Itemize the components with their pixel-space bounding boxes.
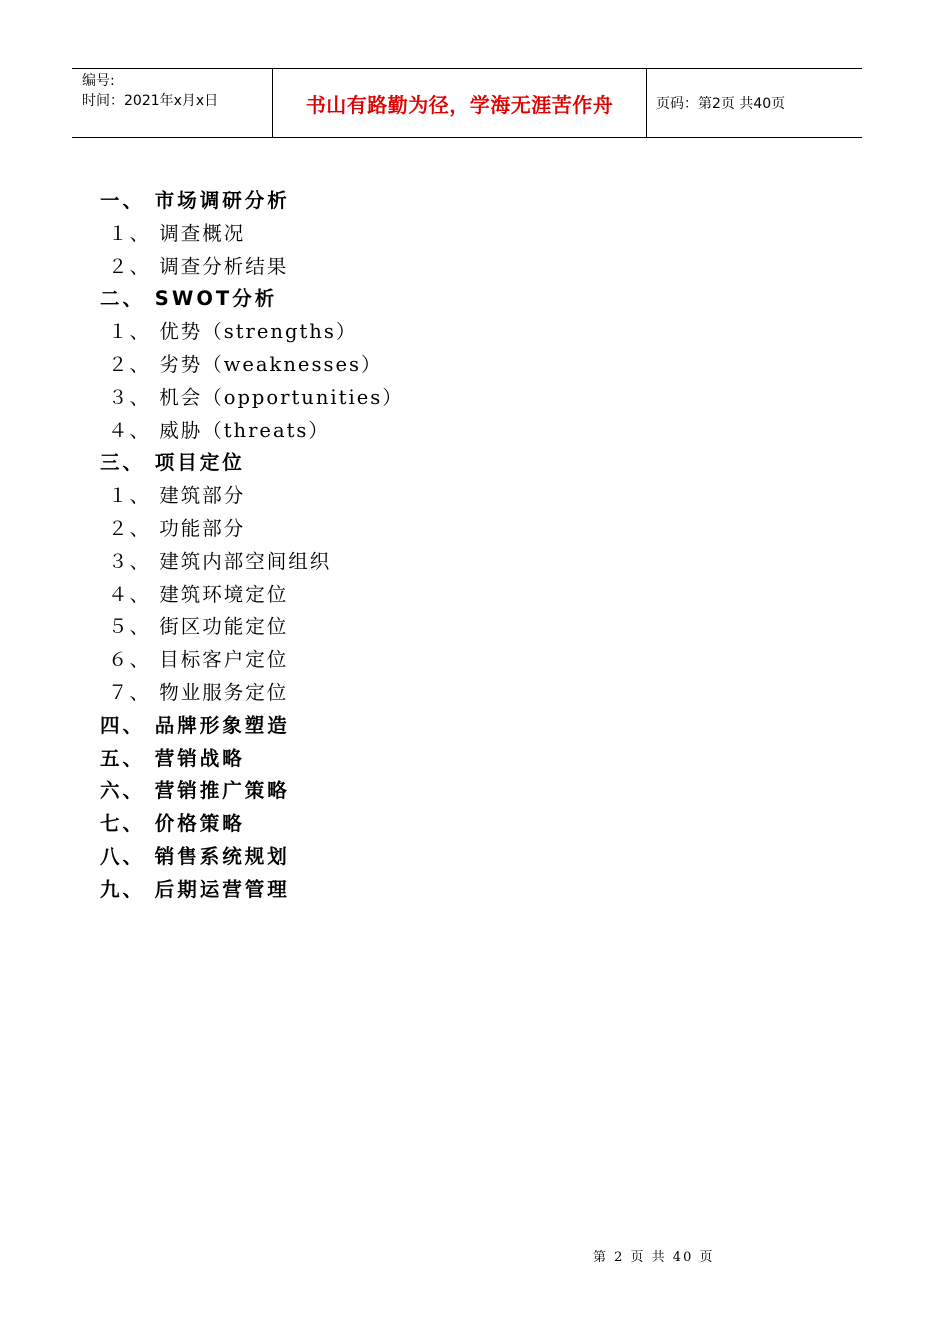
toc-section-heading: 九、 后期运营管理 (100, 877, 290, 901)
toc-subitem: ４、 威胁（threats） (108, 418, 330, 442)
header-motto: 书山有路勤为径，学海无涯苦作舟 (273, 69, 647, 137)
toc-section-heading: 八、 销售系统规划 (100, 844, 290, 868)
toc-subitem: ６、 目标客户定位 (108, 648, 289, 672)
toc-section-heading: 七、 价格策略 (100, 812, 245, 836)
toc-section-heading: 六、 营销推广策略 (100, 779, 290, 803)
toc-subitem: ２、 劣势（weaknesses） (108, 352, 383, 376)
page-header (72, 68, 862, 138)
page-footer: 第 2 页 共 40 页 (593, 1250, 715, 1265)
toc-subitem: ３、 建筑内部空间组织 (108, 549, 332, 573)
toc-section-heading: 二、 SWOT分析 (100, 287, 278, 311)
toc-section-heading: 一、 市场调研分析 (100, 189, 290, 212)
toc-section-heading: 三、 项目定位 (100, 451, 245, 475)
toc-subitem: １、 建筑部分 (108, 484, 246, 508)
header-page-info: 页码：第2页 共40页 (656, 96, 786, 112)
toc-subitem: ７、 物业服务定位 (108, 680, 289, 704)
document-time-label: 时间：2021年x月x日 (82, 93, 219, 109)
toc-subitem: ２、 调查分析结果 (108, 254, 289, 278)
toc-section-heading: 四、 品牌形象塑造 (100, 713, 290, 737)
toc-subitem: １、 调查概况 (108, 221, 246, 245)
header-meta (72, 69, 273, 137)
toc-section-heading: 五、 营销战略 (100, 746, 245, 770)
toc-subitem: ２、 功能部分 (108, 516, 246, 540)
toc-subitem: ５、 街区功能定位 (108, 615, 289, 639)
toc-subitem: ４、 建筑环境定位 (108, 582, 289, 606)
document-number-label: 编号: (82, 73, 115, 89)
toc-subitem: ３、 机会（opportunities） (108, 385, 404, 409)
table-of-contents (100, 185, 404, 907)
toc-subitem: １、 优势（strengths） (108, 320, 358, 344)
